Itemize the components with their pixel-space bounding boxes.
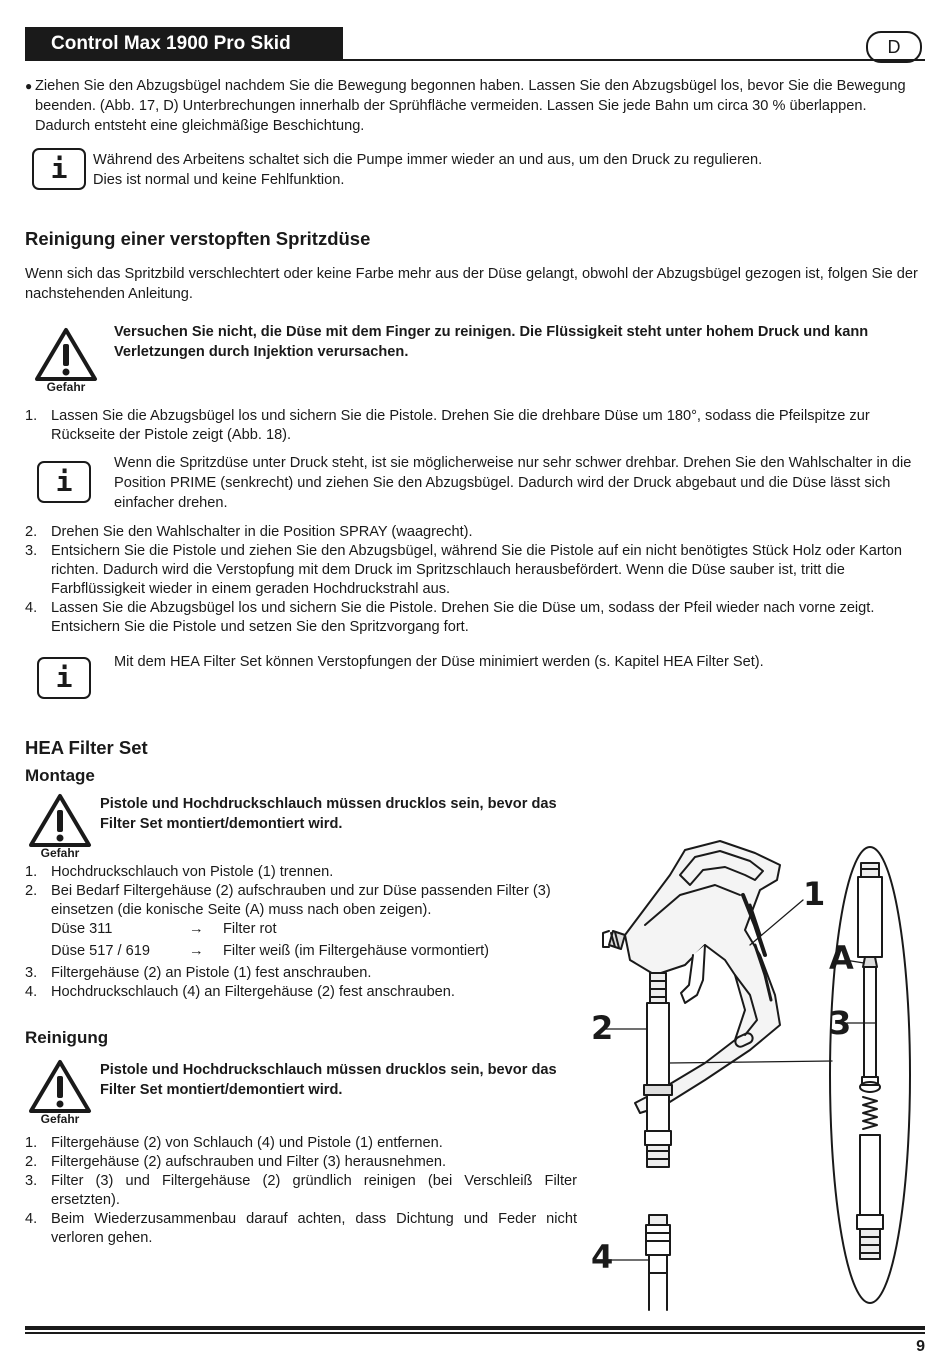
warning-text-montage: Pistole und Hochdruckschlauch müssen drucklos sein, bevor das Filter Set montiert/demontiert wird. (100, 796, 557, 832)
info-icon: i (32, 148, 86, 190)
list-item: 3. Filtergehäuse (2) an Pistole (1) fest anschrauben. (25, 965, 372, 981)
warning-text-reinigung: Pistole und Hochdruckschlauch müssen drucklos sein, bevor das Filter Set montiert/demontiert wird. (100, 1062, 557, 1098)
document-title: Control Max 1900 Pro Skid (25, 27, 343, 61)
steps-list-b (25, 523, 920, 637)
figure-label-4: 4 (591, 1238, 614, 1276)
warning-triangle-icon (28, 792, 92, 848)
list-item: 1. Lassen Sie die Abzugsbügel los und sichern Sie die Pistole. Drehen Sie die drehbare Düse um 180°, sodass die Pfeilspitze zur Rückseite der Pistole zeigt (Abb. 18). (25, 408, 870, 443)
warning-sign (28, 1058, 92, 1126)
list-item: 2. Filtergehäuse (2) aufschrauben und Filter (3) herausnehmen. (25, 1154, 447, 1170)
section-title-hea-filter: HEA Filter Set (25, 737, 148, 758)
list-item: 2. Drehen Sie den Wahlschalter in die Position SPRAY (waagrecht). (25, 524, 473, 540)
warning-caption: Gefahr (46, 380, 86, 394)
language-badge: D (866, 31, 922, 63)
list-item: 2. Bei Bedarf Filtergehäuse (2) aufschrauben und zur Düse passenden Filter (3) einsetzen (die konische Seite (A) muss nach oben zeigen). (25, 883, 551, 918)
spray-gun-filter-diagram (585, 835, 925, 1315)
warning-triangle-icon (34, 326, 98, 382)
list-item: 4. Beim Wiederzusammenbau darauf achten, dass Dichtung und Feder nicht verloren gehen. (25, 1211, 577, 1246)
warning-caption: Gefahr (40, 846, 80, 860)
header-rule (343, 59, 925, 61)
section-title-cleaning-nozzle: Reinigung einer verstopften Spritzdüse (25, 228, 371, 249)
list-item: 3. Filter (3) und Filtergehäuse (2) gründlich reinigen (bei Verschleiß Filter ersetzten). (25, 1173, 577, 1208)
subsection-title-reinigung: Reinigung (25, 1028, 109, 1047)
info-icon: i (37, 657, 91, 699)
hose-fitting-icon (646, 1215, 670, 1310)
exploded-filter-parts-icon (857, 863, 883, 1259)
list-item: 1. Hochdruckschlauch von Pistole (1) trennen. (25, 864, 334, 880)
footer-rule-thin (25, 1332, 925, 1334)
list-item: 3. Entsichern Sie die Pistole und ziehen Sie den Abzugsbügel, während Sie die Pistole auf ein nicht benötigtes Stück Holz oder Karton richten. Dadurch wird die Verstopfung mit dem Druck im Spritzschlauch herausbefördert. Wenn die Düse sauber ist, tritt die Farbflüssigkeit wieder in einem geraden Hochdruckstrahl aus. (25, 543, 903, 597)
filter-housing-icon (644, 973, 672, 1167)
steps-list-a (25, 407, 920, 445)
list-item: 4. Hochdruckschlauch (4) an Filtergehäuse (2) fest anschrauben. (25, 984, 455, 1000)
filter-table-row: Düse 517 / 619 → Filter weiß (im Filtergehäuse vormontiert) (51, 943, 489, 959)
info-icon: i (37, 461, 91, 503)
footer-rule (25, 1326, 925, 1330)
figure-label-A: A (829, 939, 854, 977)
figure-label-1: 1 (803, 875, 826, 913)
intro-bullet: ● Ziehen Sie den Abzugsbügel nachdem Sie die Bewegung begonnen haben. Lassen Sie den Abzugsbügel los, bevor Sie die Bewegung beenden. (Abb. 17, D) Unterbrechungen innerhalb der Sprühfläche vermeiden. Lassen Sie jede Bahn um circa 30 % überlappen. Dadurch entsteht eine gleichmäßige Beschichtung. (25, 78, 906, 134)
warning-triangle-icon (28, 1058, 92, 1114)
montage-steps (25, 863, 577, 1002)
figure-label-3: 3 (829, 1004, 852, 1042)
info-note-3: Mit dem HEA Filter Set können Verstopfungen der Düse minimiert werden (s. Kapitel HEA Filter Set). (114, 654, 764, 670)
page-number: 9 (916, 1338, 925, 1355)
warning-sign (34, 326, 98, 394)
filter-table-row: Düse 311 → Filter rot (51, 921, 277, 937)
list-item: 1. Filtergehäuse (2) von Schlauch (4) und Pistole (1) entfernen. (25, 1135, 443, 1151)
section1-intro: Wenn sich das Spritzbild verschlechtert oder keine Farbe mehr aus der Düse gelangt, obwohl der Abzugsbügel gezogen ist, folgen Sie der nachstehenden Anleitung. (25, 266, 918, 302)
list-item: 4. Lassen Sie die Abzugsbügel los und sichern Sie die Pistole. Drehen Sie die Düse um, sodass der Pfeil wieder nach vorne zeigt. Entsichern Sie die Pistole und setzen Sie den Spritzvorgang fort. (25, 600, 875, 635)
reinigung-steps (25, 1134, 577, 1248)
warning-sign (28, 792, 92, 860)
info-note-2: Wenn die Spritzdüse unter Druck steht, ist sie möglicherweise nur sehr schwer drehbar. Drehen Sie den Wahlschalter in die Position PRIME (senkrecht) und ziehen Sie den Abzugsbügel. Dadurch wird der Druck abgebaut und die Düse lässt sich einfacher drehen. (114, 455, 912, 511)
info-note-1: Während des Arbeitens schaltet sich die Pumpe immer wieder an und aus, um den Druck zu regulieren. Dies ist normal und keine Fehlfunktion. (93, 152, 763, 188)
spray-gun-icon (603, 841, 780, 1113)
warning-text-1: Versuchen Sie nicht, die Düse mit dem Finger zu reinigen. Die Flüssigkeit steht unter hohem Druck und kann Verletzungen durch Injektion verursachen. (114, 324, 869, 360)
figure-label-2: 2 (591, 1009, 614, 1047)
warning-caption: Gefahr (40, 1112, 80, 1126)
subsection-title-montage: Montage (25, 766, 95, 785)
